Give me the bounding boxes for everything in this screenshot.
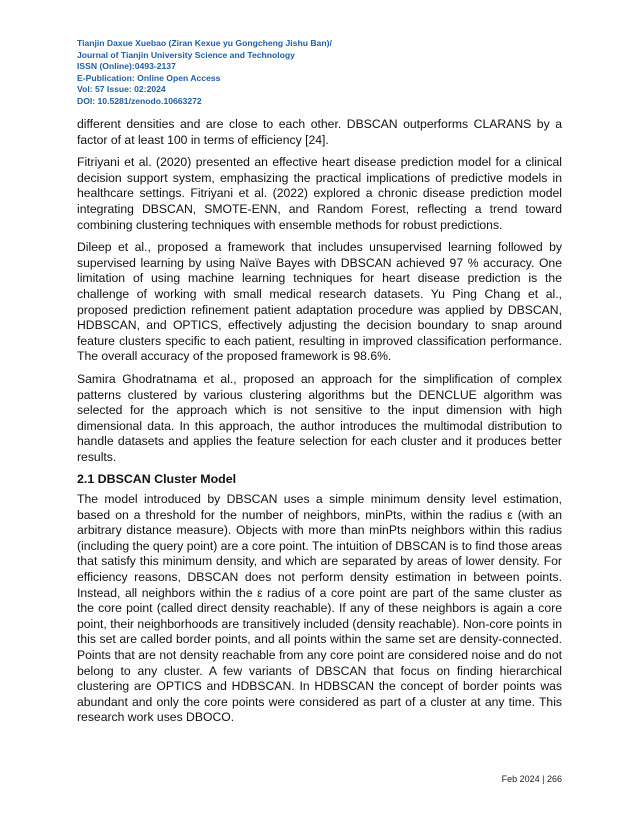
journal-english-title: Journal of Tianjin University Science and Technology <box>77 49 295 60</box>
page-footer: Feb 2024 | 266 <box>501 774 562 784</box>
paragraph-dileep: Dileep et al., proposed a framework that includes unsupervised learning followed by supervised learning by using Naïve Bayes with DBSCAN achieved 97 % accuracy. One limitation of using machine learning techniques for heart disease prediction is the challenge of working with small medical research datasets. Yu Ping Chang et al., proposed prediction refinement patient adaptation procedure was applied by DBSCAN, HDBSCAN, and OPTICS, effectively adjusting the decision boundary to snap around feature clusters specific to each patient, resulting in improved classification performance. The overall accuracy of the proposed framework is 98.6%. <box>77 240 562 364</box>
doi-line: DOI: 10.5281/zenodo.10663272 <box>77 95 202 106</box>
issn-line: ISSN (Online):0493-2137 <box>77 61 176 72</box>
paragraph-fitriyani: Fitriyani et al. (2020) presented an effective heart disease prediction model for a clinical decision support system, emphasizing the practical implications of predictive models in healthcare settings. Fitriyani et al. (2022) explored a chronic disease prediction model integrating DBSCAN, SMOTE-ENN, and Random Forest, reflecting a trend toward combining clustering techniques with ensemble methods for robust predictions. <box>77 155 562 232</box>
section-heading: 2.1 DBSCAN Cluster Model <box>77 472 237 487</box>
paragraph-dbscan-model: The model introduced by DBSCAN uses a simple minimum density level estimation, based on a threshold for the number of neighbors, minPts, within the radius ε (with an arbitrary distance measure). Objects with more than minPts neighbors within this radius (including the query point) are a core point. The intuition of DBSCAN is to find those areas that satisfy this minimum density, and which are separated by areas of lower density. For efficiency reasons, DBSCAN does not perform density estimation in between points. Instead, all neighbors within the ε radius of a core point are part of the same cluster as the core point (called direct density reachable). If any of these neighbors is again a core point, their neighborhoods are transitively included (density reachable). Non-core points in this set are called border points, and all points within the same set are density-connected. Points that are not density reachable from any core point are considered noise and do not belong to any cluster. A few variants of DBSCAN that focus on finding hierarchical clustering are OPTICS and HDBSCAN. In HDBSCAN the concept of border points was abundant and only the core points were considered as part of a cluster at any time. This research work uses DBOCO. <box>77 492 562 725</box>
paragraph-ghodratnama: Samira Ghodratnama et al., proposed an approach for the simplification of complex patterns clustered by various clustering algorithms but the DENCLUE algorithm was selected for the approach which is not sensitive to the input dimension with high dimensional data. In this approach, the author introduces the multimodal distribution to handle datasets and applies the feature selection for each cluster and it produces better results. <box>77 371 562 464</box>
publication-type-line: E-Publication: Online Open Access <box>77 72 221 83</box>
paragraph-continuation: different densities and are close to each other. DBSCAN outperforms CLARANS by a factor of at least 100 in terms of efficiency [24]. <box>77 117 562 147</box>
volume-issue-line: Vol: 57 Issue: 02:2024 <box>77 84 166 95</box>
journal-title-line: Tianjin Daxue Xuebao (Ziran Kexue yu Gongcheng Jishu Ban)/ <box>77 38 332 48</box>
journal-header <box>77 38 437 108</box>
article-body <box>77 117 562 733</box>
